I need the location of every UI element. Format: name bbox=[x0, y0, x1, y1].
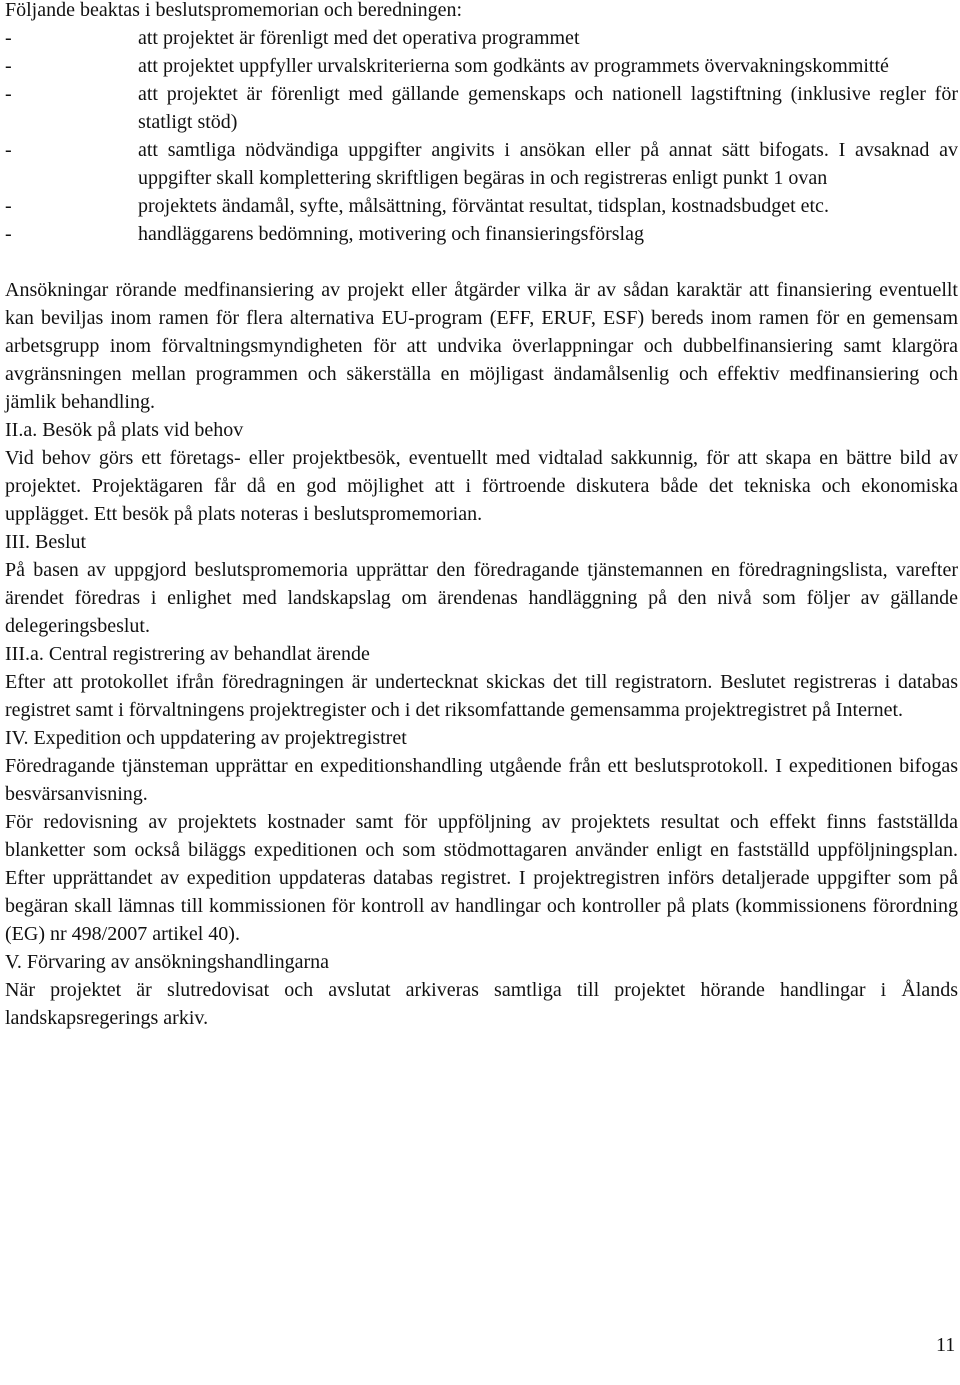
list-dash: - bbox=[5, 27, 12, 49]
section-body: Efter att protokollet ifrån föredragningen är undertecknat skickas det till registratorn. Beslutet registreras i databas registret samt i förvaltningens projektregister och i det riksomfattande gemensamma projektregistret på Internet. bbox=[5, 671, 958, 721]
list-item bbox=[5, 136, 958, 192]
criteria-list bbox=[5, 24, 958, 248]
list-item bbox=[5, 52, 958, 80]
list-item-text: projektets ändamål, syfte, målsättning, förväntat resultat, tidsplan, kostnadsbudget etc. bbox=[138, 195, 829, 217]
section-body: Föredragande tjänsteman upprättar en expeditionshandling utgående från ett beslutsprotokoll. I expeditionen bifogas besvärsanvisning. bbox=[5, 755, 958, 805]
section-heading: IV. Expedition och uppdatering av projektregistret bbox=[5, 727, 407, 749]
medfinansiering-paragraph: Ansökningar rörande medfinansiering av projekt eller åtgärder vilka är av sådan karaktär att finansiering eventuellt kan beviljas inom ramen för flera alternativa EU-program (EFF, ERUF, ESF) bereds inom ramen för en gemensam arbetsgrupp inom förvaltningsmyndigheten för att undvika överlappningar och dubbelfinansiering samt klargöra avgränsningen mellan programmen och säkerställa en möjligast ändamålsenlig och effektiv medfinansiering och jämlik behandling. bbox=[5, 279, 958, 413]
document-page bbox=[5, 0, 958, 1032]
section-body: För redovisning av projektets kostnader samt för uppföljning av projektets resultat och effekt finns fastställda blanketter som också biläggs expeditionen och som stödmottagaren använder enligt en fastställd uppföljningsplan. Efter upprättandet av expedition uppdateras databas registret. I projektregistren införs detaljerade uppgifter som på begäran skall lämnas till kommissionen för kontroll av handlingar och kontroller på plats (kommissionens förordning (EG) nr 498/2007 artikel 40). bbox=[5, 811, 958, 945]
page-number: 11 bbox=[936, 1334, 956, 1356]
list-item-text: att samtliga nödvändiga uppgifter angivits i ansökan eller på annat sätt bifogats. I avsaknad av uppgifter skall komplettering skriftligen begäras in och registreras enligt punkt 1 ovan bbox=[138, 139, 958, 189]
list-dash: - bbox=[5, 195, 12, 217]
list-item bbox=[5, 80, 958, 136]
list-item bbox=[5, 192, 958, 220]
section-heading: III.a. Central registrering av behandlat ärende bbox=[5, 643, 370, 665]
list-item-text: att projektet uppfyller urvalskriterierna som godkänts av programmets övervakningskommitté bbox=[138, 55, 889, 77]
list-dash: - bbox=[5, 139, 12, 161]
intro-text: Följande beaktas i beslutspromemorian och beredningen: bbox=[5, 0, 463, 21]
section-body: När projektet är slutredovisat och avslutat arkiveras samtliga till projektet hörande handlingar i Ålands landskapsregerings arkiv. bbox=[5, 979, 958, 1029]
section-heading: V. Förvaring av ansökningshandlingarna bbox=[5, 951, 330, 973]
section-heading: III. Beslut bbox=[5, 531, 87, 553]
section-IIa bbox=[5, 416, 958, 528]
list-item bbox=[5, 220, 958, 248]
list-item-text: att projektet är förenligt med det operativa programmet bbox=[138, 27, 580, 49]
list-item-text: att projektet är förenligt med gällande gemenskaps och nationell lagstiftning (inklusive regler för statligt stöd) bbox=[138, 83, 958, 133]
list-dash: - bbox=[5, 83, 12, 105]
section-IV bbox=[5, 724, 958, 948]
section-V bbox=[5, 948, 958, 1032]
list-item-text: handläggarens bedömning, motivering och finansieringsförslag bbox=[138, 223, 644, 245]
section-heading: II.a. Besök på plats vid behov bbox=[5, 419, 244, 441]
list-item bbox=[5, 24, 958, 52]
list-dash: - bbox=[5, 223, 12, 245]
section-body: På basen av uppgjord beslutspromemoria upprättar den föredragande tjänstemannen en föredragningslista, varefter ärendet föredras i enlighet med landskapslag om ärendenas handläggning på den nivå som följer av gällande delegeringsbeslut. bbox=[5, 559, 958, 637]
section-body: Vid behov görs ett företags- eller projektbesök, eventuellt med vidtalad sakkunnig, för att skapa en bättre bild av projektet. Projektägaren får då en god möjlighet att i förtroende diskutera både det tekniska och ekonomiska upplägget. Ett besök på plats noteras i beslutspromemorian. bbox=[5, 447, 958, 525]
section-IIIa bbox=[5, 640, 958, 724]
list-dash: - bbox=[5, 55, 12, 77]
section-III bbox=[5, 528, 958, 640]
